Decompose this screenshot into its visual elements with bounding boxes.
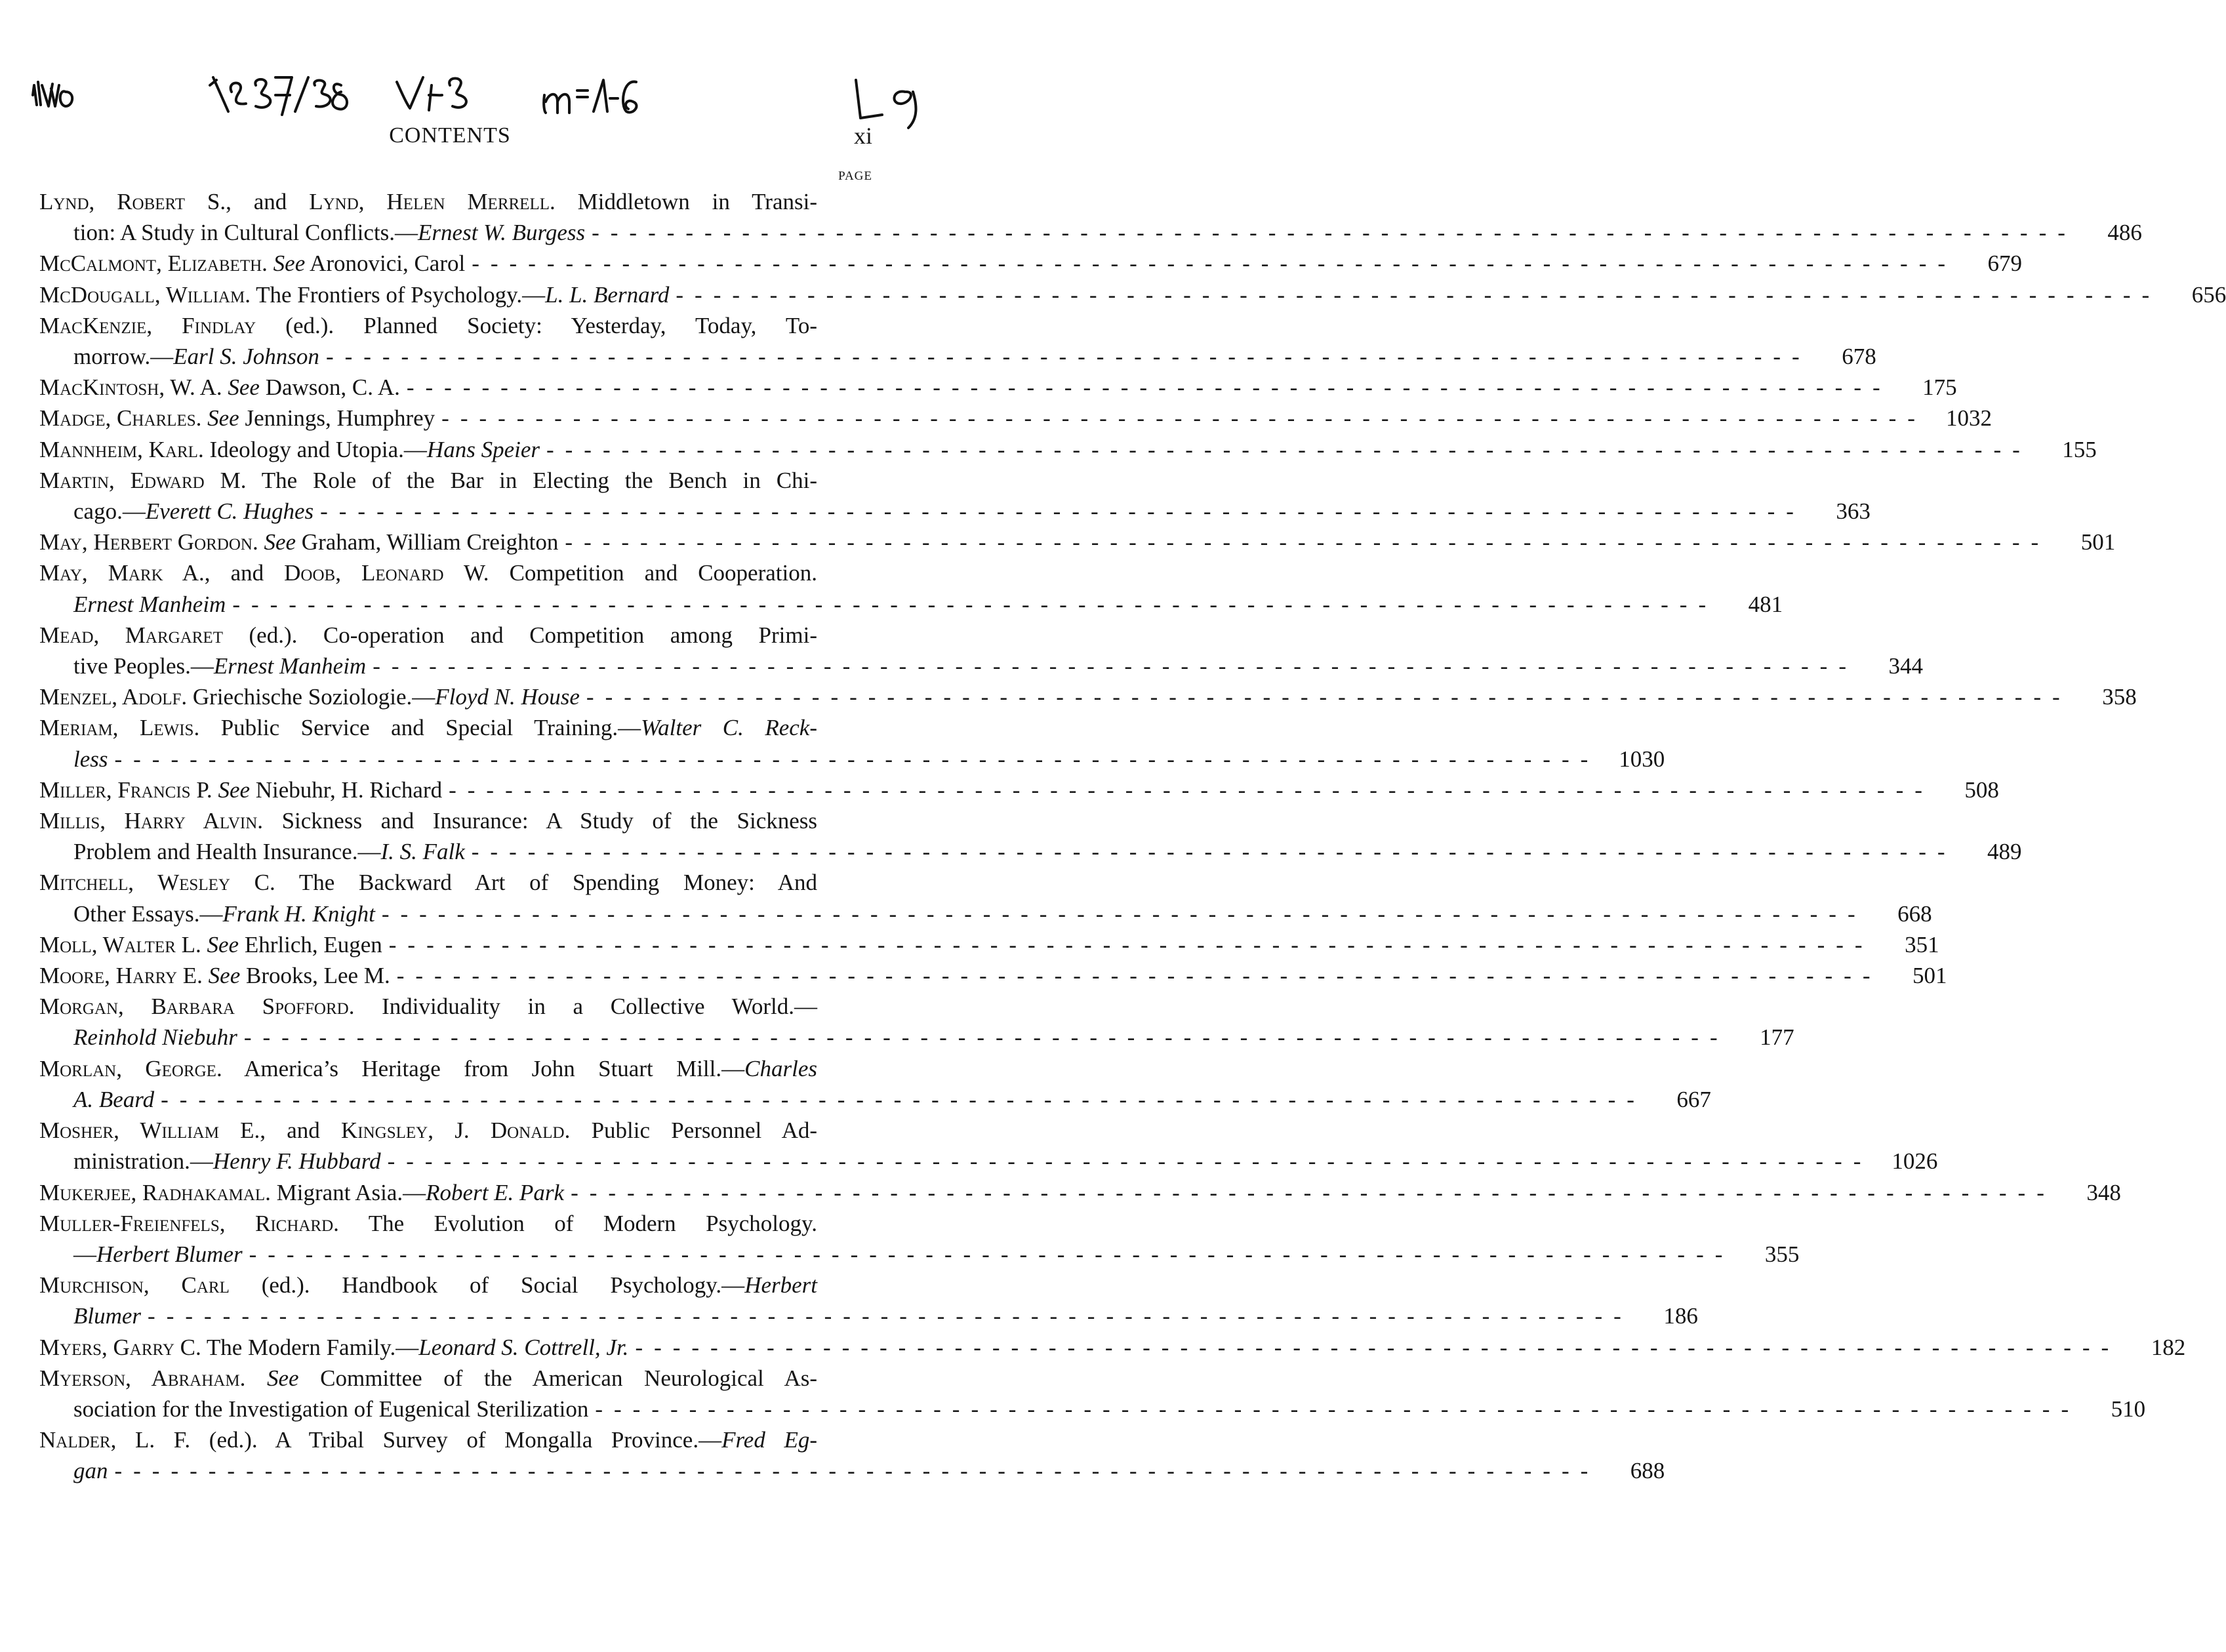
reviewer-name: gan bbox=[73, 1458, 108, 1484]
dot-leader: ------------------------------------------------------------------------------- bbox=[381, 900, 1867, 927]
author-name: Morgan, Barbara Spofford bbox=[39, 994, 349, 1020]
dot-leader: ------------------------------------------------------------------------------- bbox=[571, 1179, 2055, 1205]
page-reference: 1026 bbox=[1892, 1148, 1938, 1175]
dot-leader: ------------------------------------------------------------------------------- bbox=[373, 653, 1857, 679]
dot-leader: ------------------------------------------------------------------------------- bbox=[546, 436, 2031, 462]
entry-text bbox=[39, 1270, 817, 1300]
entry-title-text: — bbox=[73, 1241, 96, 1267]
entry-text bbox=[39, 186, 817, 217]
page-reference: 667 bbox=[1676, 1086, 1711, 1112]
author-name: Doob, Leonard bbox=[284, 560, 444, 586]
contents-entry bbox=[39, 248, 2023, 279]
author-name: McDougall, William bbox=[39, 281, 245, 308]
dot-leader: ------------------------------------------------------------------------------- bbox=[586, 684, 2071, 710]
contents-entry bbox=[39, 1053, 1711, 1115]
entry-line bbox=[39, 744, 1665, 775]
entry-title-text: Niebuhr, H. Richard bbox=[250, 776, 443, 803]
author-name: Mosher, William bbox=[39, 1118, 219, 1144]
entry-line bbox=[39, 1300, 1698, 1331]
page-reference: 508 bbox=[1964, 776, 1999, 803]
reviewer-name: A. Beard bbox=[73, 1086, 155, 1112]
entry-line bbox=[39, 217, 2142, 248]
entry-line bbox=[39, 836, 2022, 867]
entry-text bbox=[73, 496, 314, 527]
entry-line bbox=[39, 465, 874, 496]
reviewer-name: See bbox=[218, 776, 251, 803]
entry-text bbox=[73, 744, 108, 775]
author-name: Muller-Freienfels, Richard bbox=[39, 1210, 334, 1236]
entry-title-text: . America’s Heritage from John Stuart Mill.— bbox=[216, 1055, 745, 1081]
entry-title-text: sociation for the Investigation of Eugenical Sterilization bbox=[73, 1396, 589, 1422]
contents-entry bbox=[39, 1115, 1938, 1177]
entry-title-text: P. bbox=[190, 776, 218, 803]
entry-line bbox=[39, 1084, 1711, 1115]
dot-leader: ------------------------------------------------------------------------------- bbox=[595, 1396, 2080, 1422]
author-name: May, Herbert Gordon bbox=[39, 529, 253, 555]
reviewer-name: Reinhold Niebuhr bbox=[73, 1024, 237, 1051]
entry-line bbox=[39, 1270, 874, 1300]
entry-line bbox=[39, 960, 1947, 991]
reviewer-name: Hans Speier bbox=[426, 436, 540, 462]
entry-title-text: . bbox=[195, 405, 208, 432]
contents-entry bbox=[39, 960, 1947, 991]
contents-entry bbox=[39, 1363, 2146, 1424]
entry-text bbox=[39, 434, 540, 465]
author-name: MacKenzie, Findlay bbox=[39, 312, 256, 338]
dot-leader: ------------------------------------------------------------------------------- bbox=[406, 374, 1892, 401]
entry-line bbox=[39, 898, 1932, 929]
dot-leader: ------------------------------------------------------------------------------- bbox=[249, 1241, 1734, 1267]
entry-line bbox=[39, 557, 874, 588]
page-reference: 182 bbox=[2151, 1334, 2186, 1360]
author-name: Myerson, Abraham bbox=[39, 1365, 240, 1391]
entry-title-text: . Griechische Soziologie.— bbox=[181, 684, 435, 710]
contents-entry bbox=[39, 712, 1665, 774]
entry-title-text: morrow.— bbox=[73, 344, 174, 370]
author-name: Lynd, Robert S. bbox=[39, 189, 226, 214]
entry-line bbox=[39, 496, 1871, 527]
reviewer-name: Herbert bbox=[744, 1272, 817, 1299]
entry-text bbox=[39, 620, 817, 651]
entry-line bbox=[39, 929, 1939, 960]
entry-title-text: Committee of the American Neurological As- bbox=[298, 1365, 817, 1391]
contents-entry bbox=[39, 557, 1783, 619]
entry-line bbox=[39, 867, 874, 898]
author-name: Miller, Francis bbox=[39, 776, 191, 803]
entry-title-text: Other Essays.— bbox=[73, 900, 223, 927]
entry-text bbox=[39, 1115, 817, 1146]
page-reference: 358 bbox=[2102, 684, 2137, 710]
entry-title-text: tion: A Study in Cultural Conflicts.— bbox=[73, 220, 418, 246]
contents-entry bbox=[39, 620, 1923, 681]
reviewer-name: See bbox=[207, 405, 239, 432]
dot-leader: ------------------------------------------------------------------------------- bbox=[320, 498, 1805, 525]
contents-entry bbox=[39, 434, 2097, 465]
reviewer-name: See bbox=[264, 529, 296, 555]
entry-line bbox=[39, 1208, 874, 1239]
reviewer-name: Ernest W. Burgess bbox=[418, 220, 586, 246]
entry-title-text: . The Frontiers of Psychology.— bbox=[245, 281, 546, 308]
entry-title-text: C. The Modern Family.— bbox=[174, 1334, 419, 1360]
contents-entry bbox=[39, 805, 2022, 867]
author-name: Mannheim, Karl bbox=[39, 436, 198, 462]
reviewer-name: Floyd N. House bbox=[435, 684, 580, 710]
entry-title-text: E. bbox=[177, 963, 209, 989]
entry-text bbox=[73, 1146, 381, 1177]
contents-entry bbox=[39, 527, 2116, 557]
entry-text bbox=[39, 805, 817, 836]
reviewer-name: Robert E. Park bbox=[426, 1179, 565, 1205]
entry-title-text: . bbox=[239, 1365, 267, 1391]
contents-entry bbox=[39, 1332, 2186, 1363]
running-header-title: CONTENTS bbox=[389, 123, 511, 148]
entry-line bbox=[39, 186, 874, 217]
page-reference: 668 bbox=[1897, 900, 1932, 927]
entry-title-text: . Sickness and Insurance: A Study of the Sickness bbox=[257, 808, 817, 834]
entry-line bbox=[39, 279, 2226, 310]
author-name: McCalmont, Elizabeth bbox=[39, 251, 262, 277]
dot-leader: ------------------------------------------------------------------------------- bbox=[325, 344, 1811, 370]
entry-text bbox=[73, 651, 366, 681]
entry-line bbox=[39, 805, 874, 836]
entry-title-text: cago.— bbox=[73, 498, 146, 525]
reviewer-name: Earl S. Johnson bbox=[173, 344, 319, 370]
entry-text bbox=[73, 1455, 108, 1486]
contents-entry bbox=[39, 465, 1871, 527]
entry-title-text: L. bbox=[175, 931, 207, 957]
entry-text bbox=[39, 403, 435, 433]
author-name: Mead, Margaret bbox=[39, 622, 223, 648]
entry-title-text: . Public Personnel Ad- bbox=[564, 1118, 817, 1144]
entry-title-text: (ed.). Handbook of Social Psychology.— bbox=[229, 1272, 745, 1299]
entry-line bbox=[39, 681, 2137, 712]
entry-title-text: . Migrant Asia.— bbox=[265, 1179, 426, 1205]
entry-text bbox=[39, 557, 817, 588]
dot-leader: ------------------------------------------------------------------------------- bbox=[471, 839, 1956, 865]
entry-line bbox=[39, 620, 874, 651]
entry-text bbox=[39, 867, 817, 898]
entry-line bbox=[39, 1115, 874, 1146]
contents-entry bbox=[39, 186, 2142, 248]
contents-entry bbox=[39, 1208, 1800, 1270]
author-name: Myers, Garry bbox=[39, 1334, 174, 1360]
dot-leader: ------------------------------------------------------------------------------- bbox=[635, 1334, 2120, 1360]
reviewer-name: Herbert Blumer bbox=[96, 1241, 243, 1267]
reviewer-name: See bbox=[228, 374, 260, 401]
page-reference: 355 bbox=[1764, 1241, 1800, 1267]
entry-text bbox=[39, 960, 390, 991]
entry-line bbox=[39, 248, 2023, 279]
page-column-label: PAGE bbox=[838, 169, 872, 183]
page-reference: 1032 bbox=[1945, 405, 1992, 432]
entry-title-text: Graham, William Creighton bbox=[296, 529, 559, 555]
entry-line bbox=[39, 372, 1957, 403]
author-name: May, Mark bbox=[39, 560, 163, 586]
entry-text bbox=[73, 1300, 141, 1331]
reviewer-name: Henry F. Hubbard bbox=[212, 1148, 381, 1175]
entry-title-text: (ed.). Planned Society: Yesterday, Today, To- bbox=[256, 312, 817, 338]
entry-title-text: Problem and Health Insurance.— bbox=[73, 839, 381, 865]
entry-line bbox=[39, 527, 2116, 557]
reviewer-name: See bbox=[207, 931, 239, 957]
entry-title-text: tive Peoples.— bbox=[73, 653, 214, 679]
entry-line bbox=[39, 1455, 1665, 1486]
dot-leader: ------------------------------------------------------------------------------- bbox=[114, 1458, 1600, 1484]
contents-entry bbox=[39, 775, 1999, 805]
dot-leader: ------------------------------------------------------------------------------- bbox=[676, 281, 2161, 308]
entry-line bbox=[39, 434, 2097, 465]
entry-text bbox=[39, 712, 817, 743]
contents-entry bbox=[39, 929, 1939, 960]
entry-title-text: . Ideology and Utopia.— bbox=[197, 436, 427, 462]
entry-title-text: (ed.). A Tribal Survey of Mongalla Province.— bbox=[190, 1427, 722, 1453]
reviewer-name: See bbox=[273, 251, 306, 277]
entry-title-text: Jennings, Humphrey bbox=[239, 405, 435, 432]
entry-text bbox=[39, 1053, 817, 1084]
page-reference: 348 bbox=[2086, 1179, 2121, 1205]
entry-text bbox=[73, 898, 375, 929]
page-reference: 501 bbox=[1912, 963, 1947, 989]
contents-entry bbox=[39, 1424, 1665, 1486]
page-number: xi bbox=[853, 123, 872, 149]
author-name: Madge, Charles bbox=[39, 405, 196, 432]
page-reference: 679 bbox=[1987, 251, 2023, 277]
contents-entry bbox=[39, 867, 1932, 929]
page-reference: 175 bbox=[1922, 374, 1957, 401]
entry-title-text: C. The Backward Art of Spending Money: And bbox=[230, 870, 817, 896]
entry-line bbox=[39, 991, 874, 1022]
reviewer-name: Frank H. Knight bbox=[222, 900, 375, 927]
reviewer-name: Charles bbox=[744, 1055, 817, 1081]
entry-title-text: W. Competition and Cooperation. bbox=[443, 560, 817, 586]
entry-text bbox=[73, 341, 319, 372]
entry-line bbox=[39, 1394, 2146, 1424]
entry-text bbox=[73, 1022, 237, 1053]
dot-leader: ------------------------------------------------------------------------------- bbox=[114, 746, 1600, 772]
entry-line bbox=[39, 1053, 874, 1084]
contents-entry bbox=[39, 279, 2226, 310]
reviewer-name: I. S. Falk bbox=[380, 839, 465, 865]
contents-entry bbox=[39, 310, 1876, 372]
entry-title-text: . The Evolution of Modern Psychology. bbox=[333, 1210, 817, 1236]
entry-line bbox=[39, 651, 1923, 681]
page-reference: 678 bbox=[1842, 344, 1876, 370]
contents-entry bbox=[39, 1270, 1698, 1331]
reviewer-name: L. L. Bernard bbox=[545, 281, 670, 308]
page-reference: 155 bbox=[2062, 436, 2097, 462]
dot-leader: ------------------------------------------------------------------------------- bbox=[449, 776, 1933, 803]
dot-leader: ------------------------------------------------------------------------------- bbox=[565, 529, 2050, 555]
author-name: MacKintosh, W. A. bbox=[39, 374, 222, 401]
contents-entry bbox=[39, 403, 1992, 433]
contents-entry bbox=[39, 991, 1794, 1053]
page-reference: 363 bbox=[1836, 498, 1871, 525]
reviewer-name: Everett C. Hughes bbox=[145, 498, 314, 525]
entry-line bbox=[39, 403, 1992, 433]
entry-text bbox=[73, 589, 226, 620]
author-name: Mitchell, Wesley bbox=[39, 870, 230, 896]
entry-text bbox=[39, 991, 817, 1022]
entry-line bbox=[39, 1424, 874, 1455]
entry-title-text: , J. bbox=[428, 1118, 491, 1144]
author-name: Moore, Harry bbox=[39, 963, 178, 989]
entry-line bbox=[39, 310, 874, 341]
dot-leader: ------------------------------------------------------------------------------- bbox=[396, 963, 1882, 989]
author-name: Lynd, Helen Merrell bbox=[309, 189, 550, 214]
entry-text bbox=[39, 929, 382, 960]
entry-text bbox=[39, 681, 580, 712]
entry-text bbox=[39, 1363, 817, 1394]
entry-title-text: . bbox=[252, 529, 264, 555]
reviewer-name: Leonard S. Cottrell, Jr. bbox=[418, 1334, 629, 1360]
entry-title-text: , and bbox=[226, 189, 310, 214]
entry-line bbox=[39, 341, 1876, 372]
entry-title-text: Brooks, Lee M. bbox=[240, 963, 390, 989]
page-reference: 486 bbox=[2107, 220, 2142, 246]
entry-line bbox=[39, 1239, 1800, 1270]
dot-leader: ------------------------------------------------------------------------------- bbox=[243, 1024, 1729, 1051]
entry-text bbox=[39, 279, 669, 310]
author-name: Martin, Edward bbox=[39, 467, 205, 493]
author-name: Kingsley bbox=[341, 1118, 428, 1144]
contents-entry bbox=[39, 372, 1957, 403]
entry-title-text: ministration.— bbox=[73, 1148, 213, 1175]
reviewer-name: Ernest Manheim bbox=[73, 591, 226, 617]
page-reference: 351 bbox=[1905, 931, 1939, 957]
dot-leader: ------------------------------------------------------------------------------- bbox=[148, 1303, 1632, 1329]
author-name: Donald bbox=[490, 1118, 565, 1144]
entry-title-text: Aronovici, Carol bbox=[305, 251, 466, 277]
author-name: Murchison, Carl bbox=[39, 1272, 230, 1299]
entry-line bbox=[39, 1332, 2186, 1363]
page-reference: 489 bbox=[1987, 839, 2022, 865]
author-name: Moll, Walter bbox=[39, 931, 176, 957]
entry-text bbox=[39, 527, 558, 557]
reviewer-name: See bbox=[208, 963, 241, 989]
page-reference: 344 bbox=[1888, 653, 1923, 679]
entry-line bbox=[39, 1146, 1938, 1177]
author-name: Nalder, L. F. bbox=[39, 1427, 191, 1453]
author-name: Millis, Harry Alvin bbox=[39, 808, 258, 834]
page-reference: 510 bbox=[2111, 1396, 2146, 1422]
entry-title-text: Dawson, C. A. bbox=[259, 374, 400, 401]
entry-title-text: . Public Service and Special Training.— bbox=[193, 715, 641, 741]
dot-leader: ------------------------------------------------------------------------------- bbox=[472, 251, 1957, 277]
entry-text bbox=[39, 310, 817, 341]
page-reference: 177 bbox=[1760, 1024, 1794, 1051]
entry-title-text: . Middletown in Transi- bbox=[550, 189, 817, 214]
entry-text bbox=[73, 836, 465, 867]
dot-leader: ------------------------------------------------------------------------------- bbox=[387, 1148, 1872, 1175]
page-reference: 1030 bbox=[1619, 746, 1665, 772]
entry-line bbox=[39, 775, 1999, 805]
contents-entry bbox=[39, 681, 2137, 712]
entry-text bbox=[39, 1177, 564, 1208]
dot-leader: ------------------------------------------------------------------------------- bbox=[232, 591, 1718, 617]
page-reference: 186 bbox=[1663, 1303, 1698, 1329]
entry-text bbox=[39, 1424, 817, 1455]
dot-leader: ------------------------------------------------------------------------------- bbox=[592, 220, 2076, 246]
entry-line bbox=[39, 1363, 874, 1394]
reviewer-name: Fred Eg- bbox=[721, 1427, 817, 1453]
entry-line bbox=[39, 712, 874, 743]
entry-title-text: . Individuality in a Collective World.— bbox=[348, 994, 817, 1020]
page-reference: 501 bbox=[2080, 529, 2116, 555]
entry-title-text: (ed.). Co-operation and Competition among Primi- bbox=[222, 622, 817, 648]
entry-text bbox=[73, 217, 585, 248]
entry-line bbox=[39, 589, 1783, 620]
author-name: Morlan, George bbox=[39, 1055, 216, 1081]
entry-line bbox=[39, 1177, 2121, 1208]
reviewer-name: See bbox=[266, 1365, 299, 1391]
author-name: Menzel, Adolf bbox=[39, 684, 182, 710]
reviewer-name: Blumer bbox=[73, 1303, 142, 1329]
entry-text bbox=[73, 1239, 243, 1270]
page-reference: 656 bbox=[2191, 281, 2226, 308]
page-reference: 688 bbox=[1630, 1458, 1665, 1484]
reviewer-name: less bbox=[73, 746, 108, 772]
entry-text bbox=[39, 372, 400, 403]
entry-text bbox=[39, 775, 442, 805]
reviewer-name: Ernest Manheim bbox=[213, 653, 367, 679]
entry-text bbox=[39, 1332, 628, 1363]
dot-leader: ------------------------------------------------------------------------------- bbox=[441, 405, 1926, 432]
dot-leader: ------------------------------------------------------------------------------- bbox=[388, 931, 1874, 957]
reviewer-name: Walter C. Reck- bbox=[641, 715, 818, 741]
entry-text bbox=[39, 248, 465, 279]
entry-title-text: Ehrlich, Eugen bbox=[239, 931, 382, 957]
contents-entry bbox=[39, 1177, 2121, 1208]
entry-title-text: A., and bbox=[163, 560, 285, 586]
entry-text bbox=[73, 1084, 154, 1115]
entry-title-text: . bbox=[262, 251, 273, 277]
page-reference: 481 bbox=[1748, 591, 1783, 617]
entry-title-text: M. The Role of the Bar in Electing the Bench in Chi- bbox=[204, 467, 818, 493]
entry-text bbox=[39, 1208, 817, 1239]
author-name: Mukerjee, Radhakamal bbox=[39, 1179, 266, 1205]
entry-text bbox=[73, 1394, 588, 1424]
dot-leader: ------------------------------------------------------------------------------- bbox=[161, 1086, 1646, 1112]
author-name: Meriam, Lewis bbox=[39, 715, 194, 741]
contents-list bbox=[39, 186, 2226, 1487]
entry-text bbox=[39, 465, 817, 496]
entry-title-text: E., and bbox=[218, 1118, 342, 1144]
entry-line bbox=[39, 1022, 1794, 1053]
